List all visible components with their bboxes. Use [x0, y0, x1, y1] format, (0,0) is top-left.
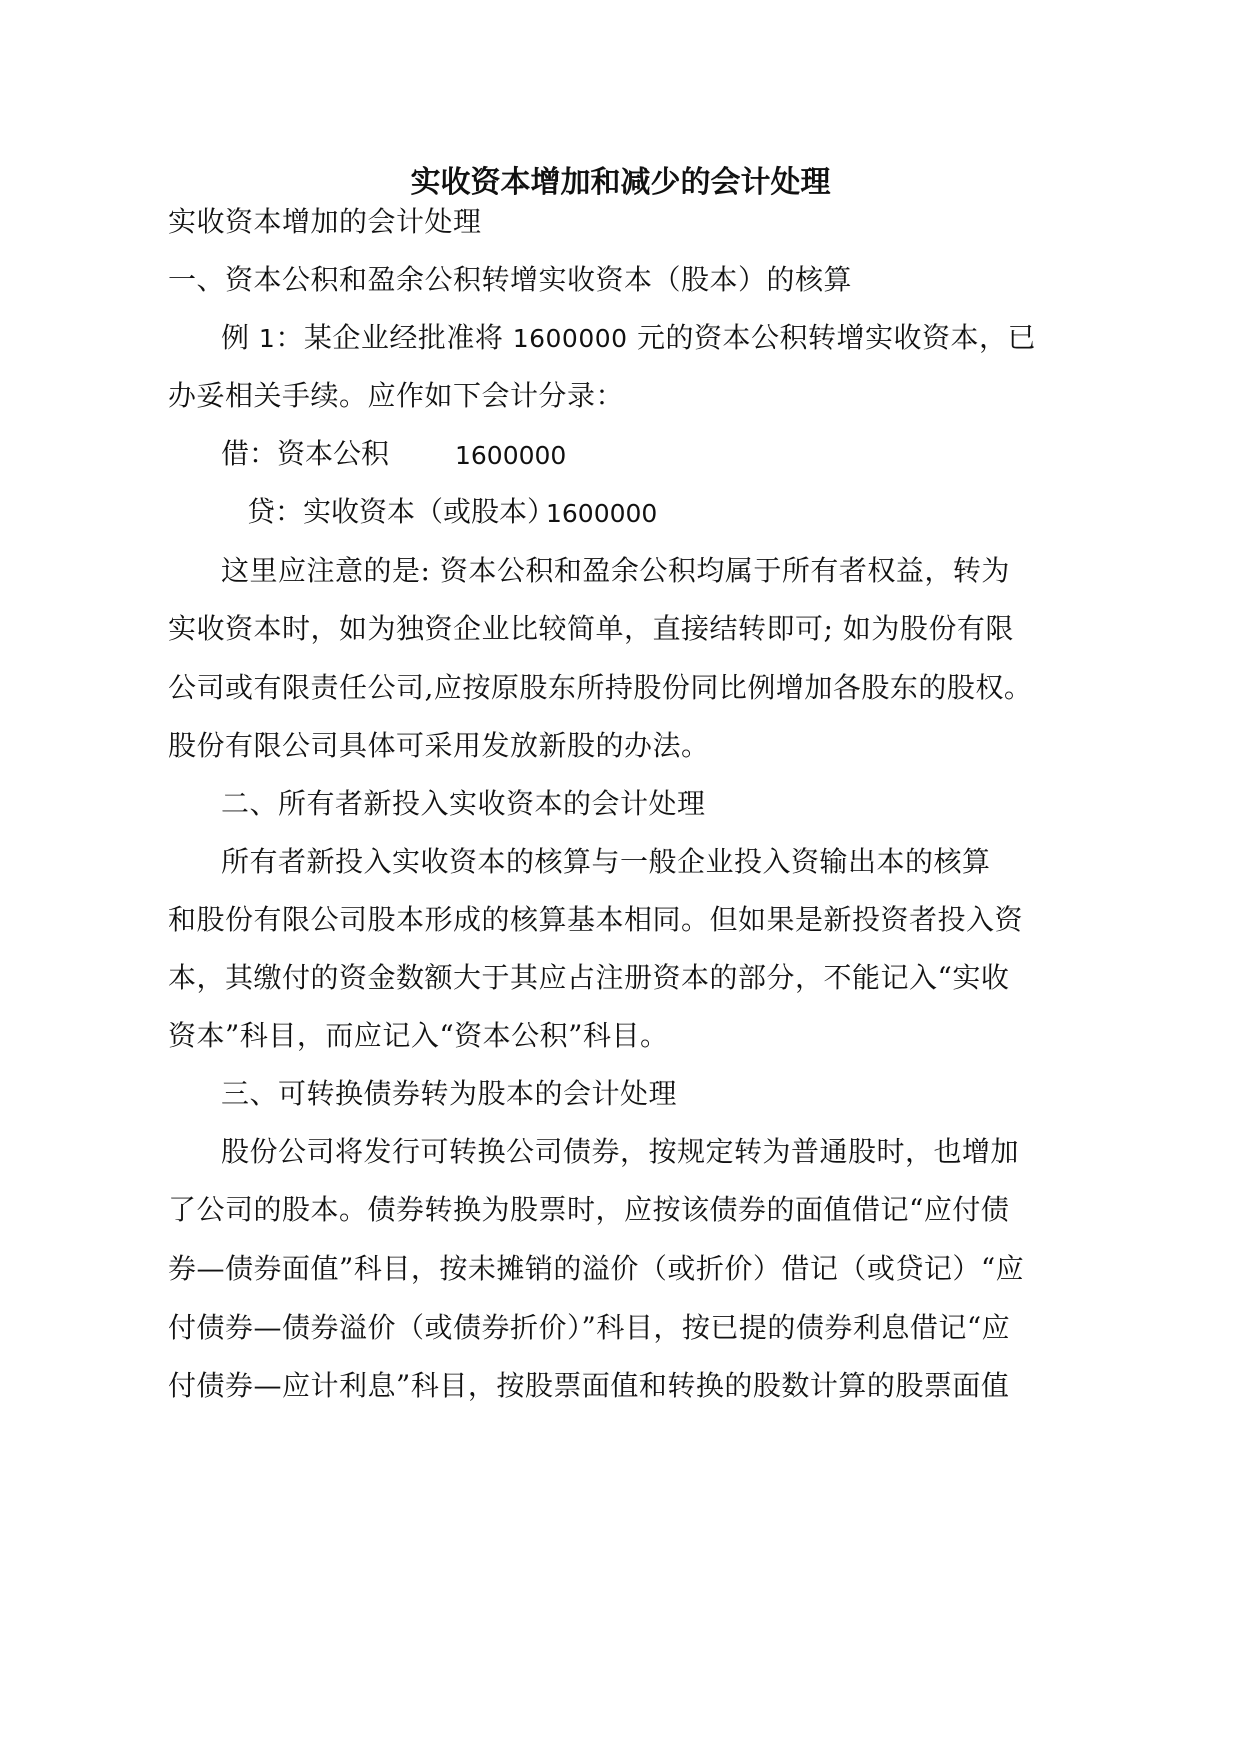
example1-line1: [221, 318, 1036, 359]
heading-increase: 实收资本增加的会计处理: [168, 205, 482, 238]
example1-number: 1: [258, 324, 276, 353]
section3-line: 付债券—应计利息”科目，按股票面值和转换的股数计算的股票面值: [168, 1369, 1010, 1402]
section3-line: 付债券—债券溢价（或债券折价）”科目，按已提的债券利息借记“应: [168, 1311, 1011, 1344]
section2-heading: 二、所有者新投入实收资本的会计处理: [221, 787, 706, 820]
section1-heading: 一、资本公积和盈余公积转增实收资本（股本）的核算: [168, 263, 853, 296]
example1-prefix: 例: [221, 321, 259, 354]
note-line: 股份有限公司具体可采用发放新股的办法。: [168, 729, 710, 762]
debit-entry-amount: 1600000: [455, 441, 567, 470]
note-line: 公司或有限责任公司,应按原股东所持股份同比例增加各股东的股权。: [168, 671, 1033, 704]
section2-line: 本，其缴付的资金数额大于其应占注册资本的部分，不能记入“实收: [168, 961, 1010, 994]
section2-line: 和股份有限公司股本形成的核算基本相同。但如果是新投资者投入资: [168, 903, 1024, 936]
section2-line: 所有者新投入实收资本的核算与一般企业投入资输出本的核算: [221, 845, 991, 878]
example1-line2: 办妥相关手续。应作如下会计分录：: [168, 379, 625, 412]
section2-line: 资本”科目，而应记入“资本公积”科目。: [168, 1019, 669, 1052]
example1-suffix: 元的资本公积转增实收资本，已: [627, 321, 1036, 354]
section3-line: 券—债券面值”科目，按未摊销的溢价（或折价）借记（或贷记）“应: [168, 1252, 1025, 1285]
section3-heading: 三、可转换债券转为股本的会计处理: [221, 1077, 678, 1110]
example1-mid: ：某企业经批准将: [275, 321, 513, 354]
document-title: 实收资本增加和减少的会计处理: [410, 165, 831, 200]
note-line: 实收资本时，如为独资企业比较简单，直接结转即可; 如为股份有限: [168, 612, 1014, 645]
section3-line: 了公司的股本。债券转换为股票时，应按该债券的面值借记“应付债: [168, 1193, 1010, 1226]
credit-entry-amount: 1600000: [546, 499, 658, 528]
debit-entry-label: 借：资本公积: [221, 437, 390, 470]
example1-amount: 1600000: [512, 324, 628, 353]
credit-entry-label: 贷：实收资本（或股本）: [247, 495, 556, 528]
note-line: 这里应注意的是: 资本公积和盈余公积均属于所有者权益，转为: [221, 554, 1010, 587]
section3-line: 股份公司将发行可转换公司债券，按规定转为普通股时，也增加: [221, 1135, 1020, 1168]
